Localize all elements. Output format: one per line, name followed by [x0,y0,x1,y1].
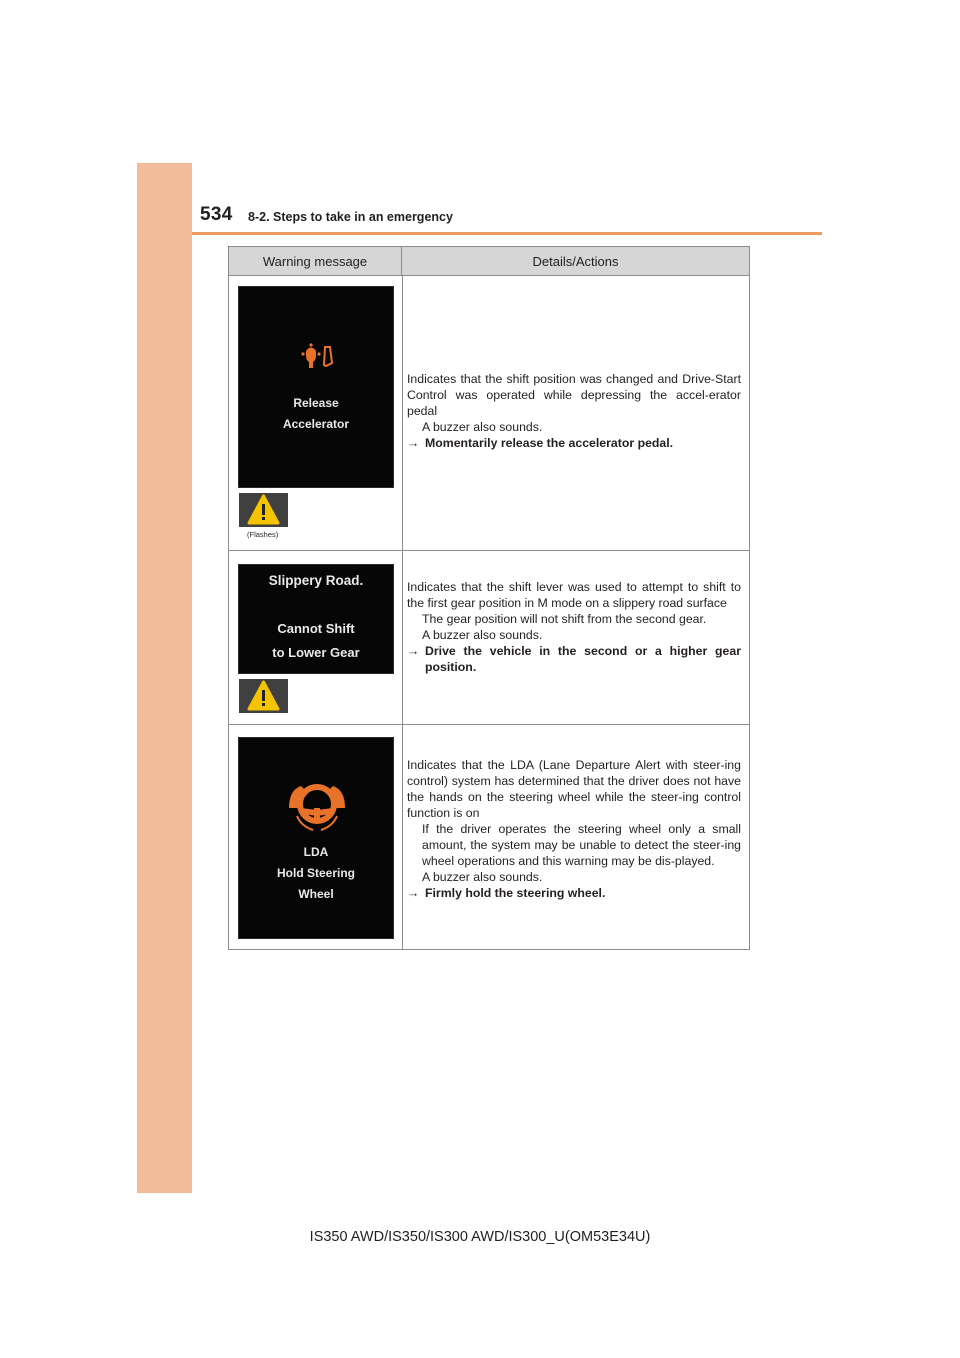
column-header-details-actions: Details/Actions [402,247,749,276]
header-rule [192,232,822,235]
row-divider [229,550,749,551]
page-number: 534 [200,204,233,225]
arrow-icon: → [407,886,420,900]
details-row-1 [407,371,741,451]
display-slippery-road [238,564,394,674]
section-title: 8-2. Steps to take in an emergency [248,210,453,224]
flashes-note: (Flashes) [247,530,279,539]
master-warning-icon [239,493,288,527]
master-warning-icon [239,679,288,713]
screen-line: LDA [303,845,329,859]
details-text: Indicates that the shift lever was used to attempt to shift to the first gear position in M mode on a slippery road surface [407,580,741,610]
note-text: A buzzer also sounds. [422,870,543,884]
side-band [137,163,192,1193]
warning-table [228,246,750,950]
row-divider [229,724,749,725]
screen-line: Wheel [298,887,334,901]
column-header-warning-message: Warning message [229,247,402,276]
action-text: → Momentarily release the accelerator pedal. [407,436,674,450]
details-row-2 [407,579,741,675]
details-text: Indicates that the shift position was changed and Drive-Start Control was operated while depressing the accel-erator pedal [407,372,741,418]
screen-line: Release [293,396,339,410]
screen-line: Hold Steering [276,866,355,880]
screen-line: Cannot Shift [277,621,355,636]
hand-pedal-icon [300,343,336,371]
steering-wheel-hands-icon [287,778,347,832]
arrow-icon: → [407,644,420,658]
note-text: If the driver operates the steering wheel only a small amount, the system may be unable to detect the steer-ing wheel operations and this warning may be dis-played. [422,822,741,868]
action-text: → Firmly hold the steering wheel. [407,886,606,900]
footer-model-code: IS350 AWD/IS350/IS300 AWD/IS300_U(OM53E34U) [309,1229,651,1245]
screen-line: Slippery Road. [268,573,364,588]
screen-line: Accelerator [282,417,350,431]
action-text: → Drive the vehicle in the second or a higher gear position. [407,644,741,674]
column-divider [402,276,403,950]
display-release-accelerator [238,286,394,488]
note-text: The gear position will not shift from the second gear. [422,612,707,626]
screen-line: to Lower Gear [272,645,360,660]
note-text: A buzzer also sounds. [422,420,543,434]
arrow-icon: → [407,436,420,450]
display-lda-hold-steering [238,737,394,939]
note-text: A buzzer also sounds. [422,628,543,642]
details-row-3 [407,757,741,901]
details-text: Indicates that the LDA (Lane Departure Alert with steer-ing control) system has determined that the driver does not have the hands on the steering wheel while the steer-ing control function is on [407,758,741,820]
